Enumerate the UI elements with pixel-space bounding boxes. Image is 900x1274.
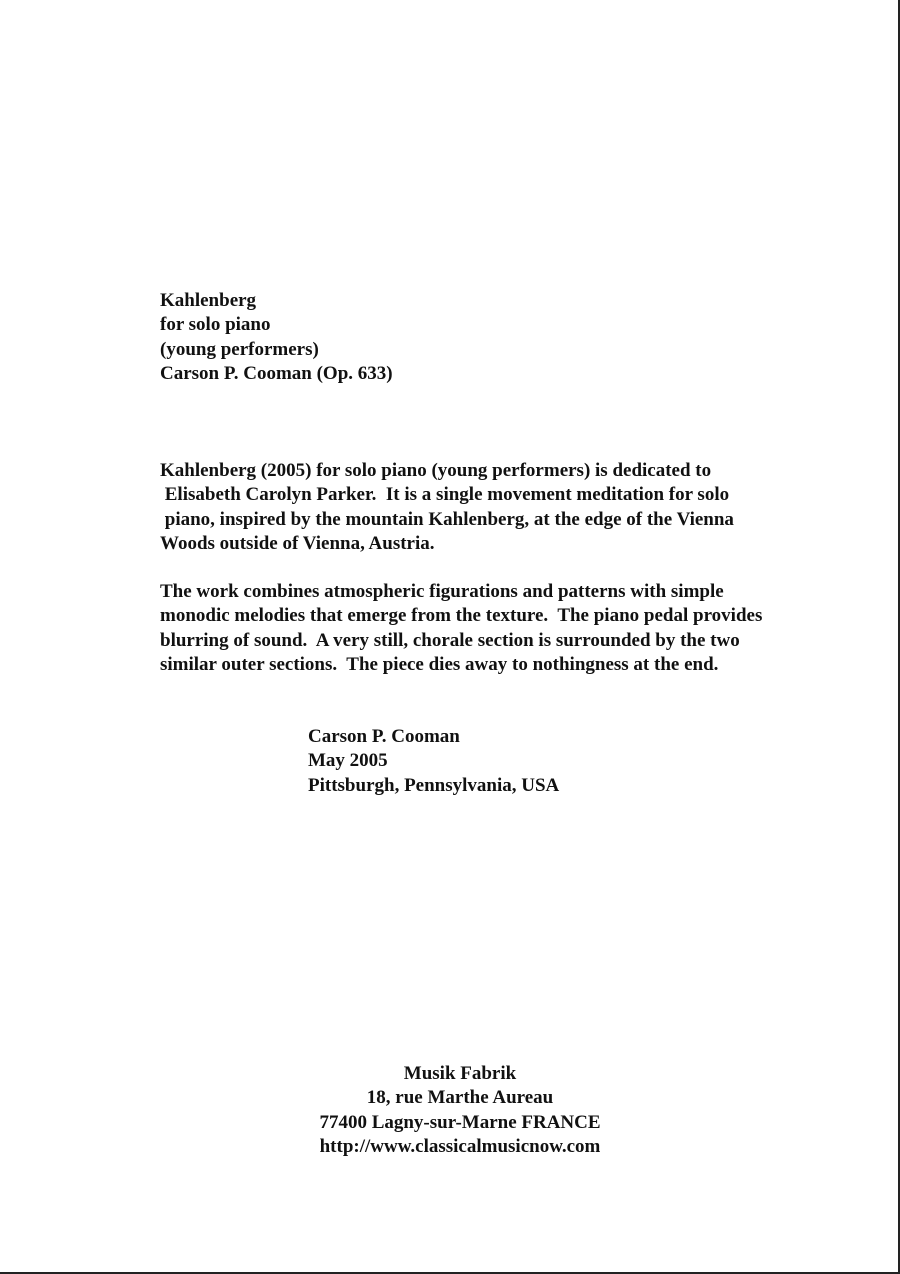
performer-level: (young performers) (160, 338, 319, 360)
program-note-paragraph-1 (160, 459, 734, 556)
work-title: Kahlenberg (160, 290, 257, 311)
signature-place: Pittsburgh, Pennsylvania, USA (308, 774, 560, 796)
paragraph-line: The work combines atmospheric figurations and patterns with simple (160, 581, 724, 602)
program-note-paragraph-2 (160, 580, 762, 677)
paragraph-line: Kahlenberg (2005) for solo piano (young performers) is dedicated to (160, 460, 712, 481)
paragraph-line: Woods outside of Vienna, Austria. (160, 532, 435, 554)
signature-date: May 2005 (308, 750, 388, 772)
paragraph-line: blurring of sound. A very still, chorale section is surrounded by the two (160, 629, 740, 651)
publisher-street: 18, rue Marthe Aureau (366, 1087, 554, 1109)
paragraph-line: similar outer sections. The piece dies away to nothingness at the end. (160, 653, 719, 675)
publisher-city: 77400 Lagny-sur-Marne FRANCE (319, 1111, 601, 1133)
paragraph-line: monodic melodies that emerge from the texture. The piano pedal provides (160, 605, 763, 627)
paragraph-line: piano, inspired by the mountain Kahlenberg, at the edge of the Vienna (160, 508, 734, 530)
signature-name: Carson P. Cooman (308, 726, 460, 747)
paragraph-line: Elisabeth Carolyn Parker. It is a single movement meditation for solo (160, 484, 730, 506)
title-block (160, 289, 393, 386)
signature-block (308, 725, 559, 798)
publisher-block (250, 1062, 670, 1159)
publisher-website: http://www.classicalmusicnow.com (319, 1135, 601, 1157)
composer-opus: Carson P. Cooman (Op. 633) (160, 362, 393, 384)
publisher-name: Musik Fabrik (403, 1063, 517, 1084)
instrumentation: for solo piano (160, 314, 271, 336)
